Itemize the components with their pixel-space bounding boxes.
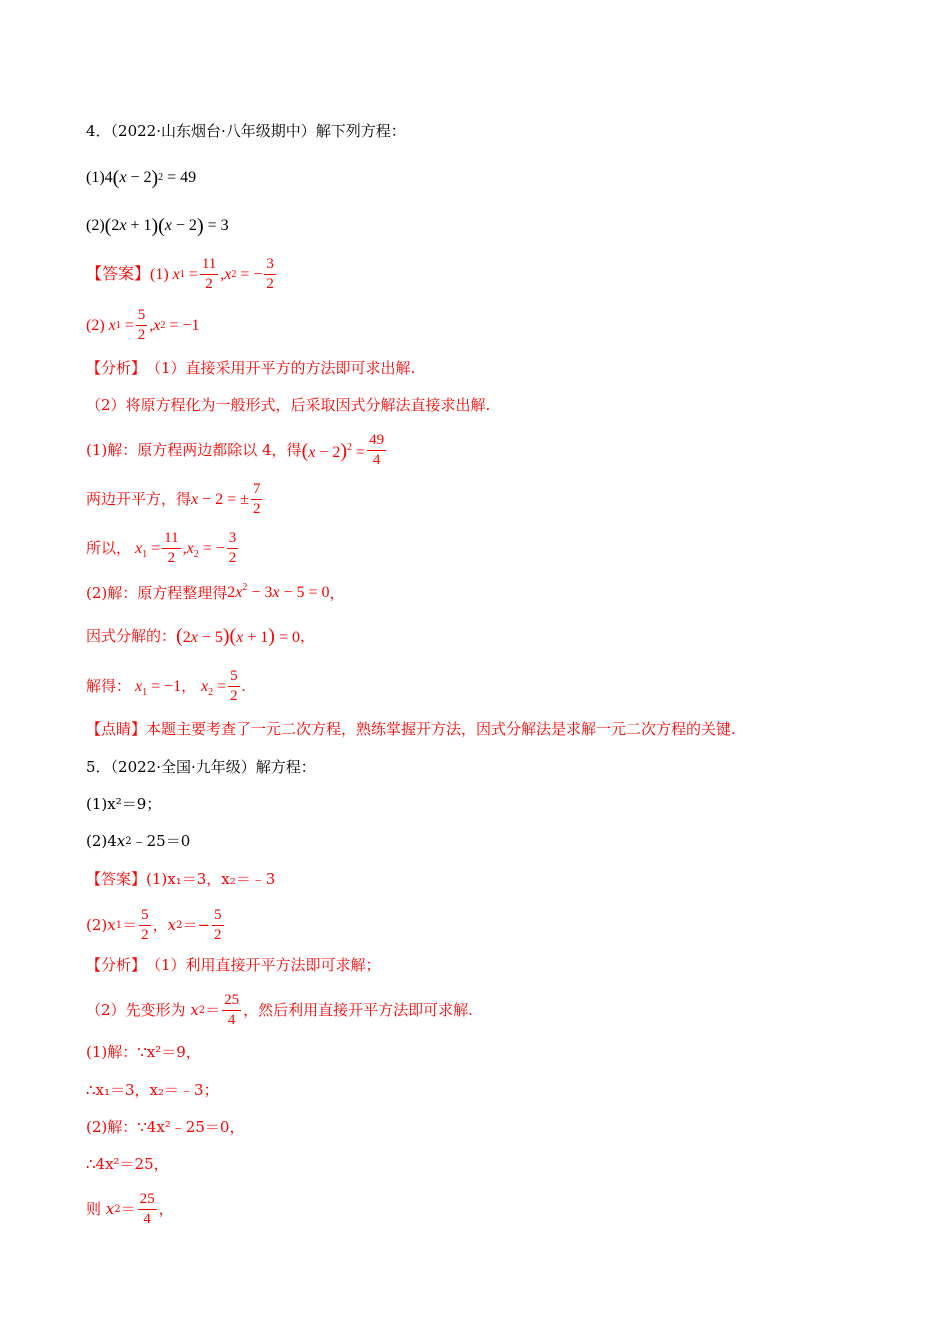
q4-answer-2-label: (2) bbox=[86, 316, 105, 334]
q5-answer-1 bbox=[86, 872, 275, 887]
q4-analysis-1 bbox=[86, 361, 415, 376]
q4-part2-equation: (2) ( 2 x + 1 )( x − 2 ) = 3 bbox=[86, 215, 229, 237]
q4-sol2-step2-prefix: 因式分解的： bbox=[86, 626, 177, 645]
q5-solution-2-step1 bbox=[86, 1120, 244, 1135]
q4-analysis-2 bbox=[86, 398, 490, 413]
q5-answer-1-text: (1)x₁＝3，x₂＝﹣3 bbox=[146, 870, 276, 888]
q4-header-text: 4．（2022·山东烟台·八年级期中）解下列方程： bbox=[86, 122, 406, 140]
q5-header-text: 5．（2022·全国·九年级）解方程： bbox=[86, 758, 316, 776]
q4-solution-1-step1: (1)解：原方程两边都除以 4，得 $(x - 2)^2$ = $\frac{49}{4}$ bbox=[86, 432, 385, 468]
q5-analysis-tag: 【分析】 bbox=[86, 956, 147, 974]
q4-part2-label: (2) bbox=[86, 217, 105, 234]
q4-answer-tag: 【答案】 bbox=[86, 265, 151, 283]
q4-sol1-step2-prefix: 两边开平方，得 bbox=[86, 490, 192, 508]
q4-part1-label: (1) bbox=[86, 169, 105, 186]
q5-analysis-2: （2）先变形为 x 2 ＝ $\frac{25}{4}$ ，然后利用直接开平方法即可求解. bbox=[86, 992, 473, 1028]
q5-sol2-prefix: (2)解： bbox=[86, 1118, 138, 1136]
q4-answer-1-label: (1) bbox=[150, 265, 169, 283]
q5-sol1-result: ∴x₁＝3，x₂＝﹣3； bbox=[86, 1081, 219, 1099]
q4-answer-1: 【答案】 (1) x 1 = $\frac{11}{2}$ , x 2 = − $\frac{3}{2}$ bbox=[86, 256, 274, 292]
q4-solution-2-step3: 解得： $x_1 = -1$ ， $x_2$ = $\frac{5}{2}$ . bbox=[86, 668, 246, 704]
q4-analysis-tag: 【分析】 bbox=[86, 359, 147, 377]
q4-sol2-prefix: (2)解：原方程整理得 bbox=[86, 583, 228, 602]
q4-sol2-step3-prefix: 解得： bbox=[86, 677, 132, 695]
q4-answer-2: (2) x 1 = $\frac{5}{2}$ , x 2 = −1 bbox=[86, 307, 200, 343]
q5-part2: (2)4 x 2 ﹣25＝0 bbox=[86, 832, 191, 850]
q4-solution-1-step2: 两边开平方，得 x − 2 = ± $\frac{7}{2}$ bbox=[86, 481, 261, 517]
q5-solution-2-step3: 则 x 2 ＝ $\frac{25}{4}$ ， bbox=[86, 1191, 174, 1227]
q5-part1-text: (1)x²＝9； bbox=[86, 795, 162, 813]
q5-analysis-1-text: （1）利用直接开平方法即可求解； bbox=[146, 956, 381, 974]
q4-comment-text: 本题主要考查了一元二次方程，熟练掌握开方法，因式分解法是求解一元二次方程的关键. bbox=[146, 720, 736, 738]
q4-header bbox=[86, 124, 406, 139]
q5-sol1-prefix: (1)解： bbox=[86, 1043, 138, 1061]
q4-solution-2-step1: (2)解：原方程整理得 $2x^2 - 3x - 5 = 0$ ， bbox=[86, 582, 345, 602]
q5-sol1-eq: ∵x²＝9， bbox=[137, 1043, 201, 1061]
q4-solution-1-step3: 所以， $x_1$ = $\frac{11}{2}$ $,x_2$ = − $\frac{3}{2}$ bbox=[86, 530, 237, 566]
q4-analysis-1-text: （1）直接采用开平方的方法即可求出解. bbox=[146, 359, 416, 377]
q5-analysis-2-prefix: （2）先变形为 bbox=[86, 1001, 186, 1019]
q5-answer-2: (2) x 1 ＝ $\frac{5}{2}$ ， x 2 ＝− $\frac{5}{2}$ bbox=[86, 907, 222, 943]
q5-sol2-step2: ∴4x²＝25， bbox=[86, 1155, 169, 1173]
q5-header bbox=[86, 760, 316, 775]
q5-solution-2-step2 bbox=[86, 1157, 169, 1172]
q4-sol1-step3-prefix: 所以， bbox=[86, 539, 132, 557]
q5-part2-label: (2)4 bbox=[86, 832, 117, 850]
q5-solution-1-step1 bbox=[86, 1045, 201, 1060]
q4-solution-2-step2: 因式分解的： (2x − 5)(x + 1) = 0 ， bbox=[86, 625, 316, 647]
q4-sol1-prefix: (1)解：原方程两边都除以 4，得 bbox=[86, 441, 302, 459]
q5-sol2-step3-prefix: 则 bbox=[86, 1200, 102, 1218]
q5-sol2-eq: ∵4x²﹣25＝0， bbox=[137, 1118, 245, 1136]
q4-analysis-2-text: （2）将原方程化为一般形式，后采取因式分解法直接求出解. bbox=[86, 396, 491, 414]
q5-part1 bbox=[86, 797, 161, 812]
q5-analysis-2-suffix: ，然后利用直接开平方法即可求解. bbox=[243, 1001, 473, 1019]
q5-analysis-1 bbox=[86, 958, 381, 973]
q5-solution-1-step2 bbox=[86, 1083, 219, 1098]
q4-comment-tag: 【点睛】 bbox=[86, 720, 147, 738]
q5-part2-rest: ﹣25＝0 bbox=[131, 832, 191, 850]
q5-answer-2-label: (2) bbox=[86, 916, 108, 934]
q5-sol2-step3-suffix: ， bbox=[158, 1200, 174, 1218]
q5-answer-tag: 【答案】 bbox=[86, 870, 147, 888]
q4-comment bbox=[86, 722, 736, 737]
q4-part1-equation: (1) 4 ( x − 2 ) 2 = 49 bbox=[86, 167, 197, 189]
